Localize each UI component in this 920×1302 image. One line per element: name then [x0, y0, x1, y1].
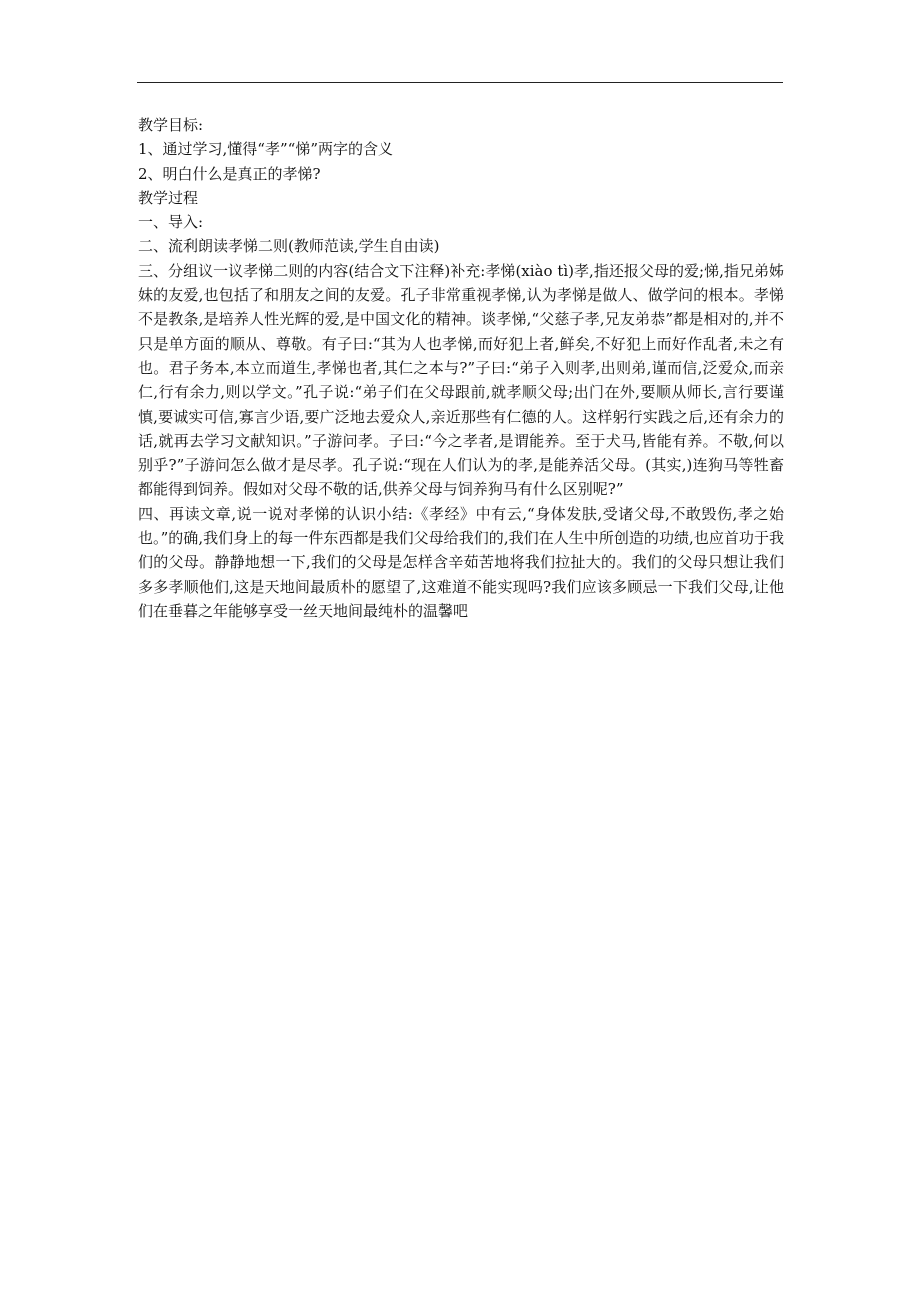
process-step-1: 一、导入:: [138, 213, 204, 232]
objective-item-1: 1、通过学习,懂得“孝”“悌”两字的含义: [138, 140, 393, 159]
process-step-2: 二、流利朗读孝悌二则(教师范读,学生自由读): [138, 237, 440, 256]
header-rule: [137, 82, 783, 83]
objective-item-2: 2、明白什么是真正的孝悌?: [138, 164, 321, 183]
process-step-3: 三、分组议一议孝悌二则的内容(结合文下注释)补充:孝悌(xiào tì)孝,指还报父母的爱;悌,指兄弟姊妹的友爱,也包括了和朋友之间的友爱。孔子非常重视孝悌,认为孝悌是做人、做学问的根本。孝悌不是教条,是培养人性光辉的爱,是中国文化的精神。谈孝悌,“父慈子孝,兄友弟恭”都是相对的,并不只是单方面的顺从、尊敬。有子曰:“其为人也孝悌,而好犯上者,鲜矣,不好犯上而好作乱者,未之有也。君子务本,本立而道生,孝悌也者,其仁之本与?”子曰:“弟子入则孝,出则弟,谨而信,泛爱众,而亲仁,行有余力,则以学文。”孔子说:“弟子们在父母跟前,就孝顺父母;出门在外,要顺从师长,言行要谨慎,要诚实可信,寡言少语,要广泛地去爱众人,亲近那些有仁德的人。这样躬行实践之后,还有余力的话,就再去学习文献知识。”子游问孝。子曰:“今之孝者,是谓能养。至于犬马,皆能有养。不敬,何以别乎?”子游问怎么做才是尽孝。孔子说:“现在人们认为的孝,是能养活父母。(其实,)连狗马等牲畜都能得到饲养。假如对父母不敬的话,供养父母与饲养狗马有什么区别呢?”: [138, 261, 784, 499]
process-heading: 教学过程: [138, 188, 199, 207]
document-body: [138, 113, 784, 623]
process-step-4: 四、再读文章,说一说对孝悌的认识小结:《孝经》中有云,“身体发肤,受诸父母,不敢毁伤,孝之始也。”的确,我们身上的每一件东西都是我们父母给我们的,我们在人生中所创造的功绩,也应首功于我们的父母。静静地想一下,我们的父母是怎样含辛茹苦地将我们拉扯大的。我们的父母只想让我们多多孝顺他们,这是天地间最质朴的愿望了,这难道不能实现吗?我们应该多顾忌一下我们父母,让他们在垂暮之年能够享受一丝天地间最纯朴的温馨吧: [138, 504, 784, 620]
objectives-heading: 教学目标:: [138, 116, 204, 134]
